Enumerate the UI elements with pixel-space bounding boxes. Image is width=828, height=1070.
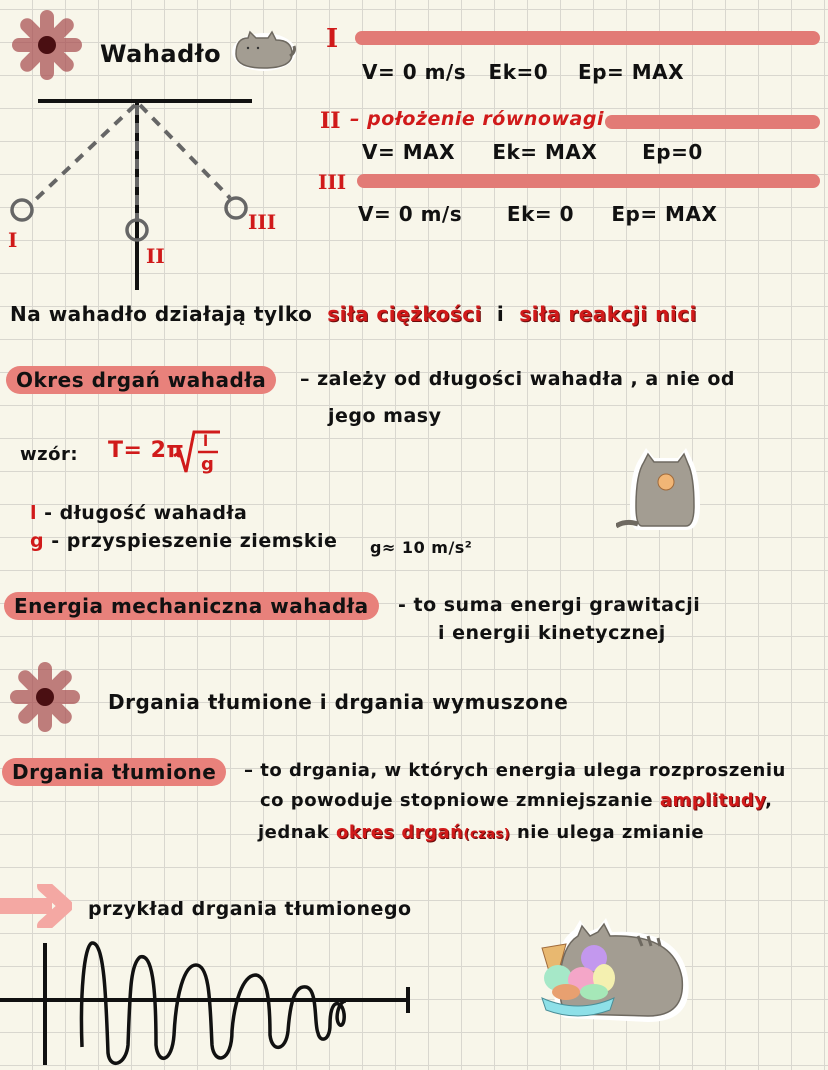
sqrt-symbol [172, 428, 222, 478]
cat-sticker-icon [228, 26, 300, 74]
force-tension: siła reakcji nici [519, 302, 697, 326]
energy-def-line1: - to suma energi grawitacji [398, 594, 701, 616]
period-def-line1: – zależy od długości wahadła , a nie od [300, 368, 736, 390]
state-2-numeral: II [320, 108, 341, 134]
state-2-ek: Ek= MAX [492, 140, 598, 164]
state-2-values [362, 140, 703, 164]
arrow-right-icon [0, 884, 72, 928]
flower-icon-2 [8, 660, 82, 734]
page-title: Wahadło [100, 40, 222, 68]
damped-line2-prefix: co powoduje stopniowe zmniejszanie [260, 790, 654, 811]
state-2-v: V= MAX [362, 140, 455, 164]
formula-numerator: l [203, 432, 209, 450]
formula-prefix: T= 2π [108, 438, 185, 463]
flower-icon [10, 8, 84, 82]
damped-period: okres drgań [335, 822, 464, 843]
damped-paren: (czas) [463, 827, 511, 842]
damped-line2-suffix: , [765, 790, 773, 811]
forces-conj: i [496, 302, 505, 326]
damped-line3-suffix: nie ulega zmianie [516, 822, 705, 843]
var-g [30, 530, 337, 552]
pendulum-label-3: III [248, 210, 277, 234]
var-g-desc: - przyspieszenie ziemskie [51, 530, 338, 552]
state-3-ek: Ek= 0 [506, 202, 575, 226]
formula-denominator: g [201, 454, 215, 475]
forces-prefix: Na wahadło działają tylko [10, 302, 313, 326]
damped-line3 [258, 822, 704, 843]
damped-line2 [260, 790, 772, 811]
damped-line3-prefix: jednak [258, 822, 330, 843]
var-l-desc: - długość wahadła [44, 502, 248, 524]
pendulum-label-2: II [146, 244, 165, 268]
damped-term: Drgania tłumione [2, 758, 226, 786]
state-2-caption: – położenie równowagi [350, 108, 604, 130]
force-gravity: siła ciężkości [327, 302, 482, 326]
period-term: Okres drgań wahadła [6, 366, 276, 394]
state-1-v: V= 0 m/s [362, 60, 467, 84]
state-1-ek: Ek=0 [488, 60, 549, 84]
state-1-numeral: I [326, 24, 339, 54]
forces-sentence [10, 302, 697, 326]
state-1-ep: Ep= MAX [578, 60, 685, 84]
state-2-bar [605, 115, 820, 129]
state-3-v: V= 0 m/s [358, 202, 463, 226]
pendulum-label-1: I [8, 228, 18, 252]
cat-cookie-sticker-icon [616, 446, 716, 534]
energy-term: Energia mechaniczna wahadła [4, 592, 379, 620]
state-1-bar [355, 31, 820, 45]
state-2-ep: Ep=0 [642, 140, 703, 164]
g-value: g≈ 10 m/s² [370, 538, 473, 557]
damped-oscillation-graph [0, 935, 420, 1070]
damped-amplitude: amplitudy [659, 790, 766, 811]
energy-def-line2: i energii kinetycznej [438, 622, 666, 644]
cat-icecream-sticker-icon [538, 918, 700, 1028]
state-3-numeral: III [318, 170, 347, 194]
var-l [30, 502, 247, 524]
state-3-ep: Ep= MAX [611, 202, 718, 226]
damped-line1: – to drgania, w których energia ulega rozproszeniu [244, 760, 786, 781]
example-label: przykład drgania tłumionego [88, 898, 412, 920]
state-1-values [362, 60, 684, 84]
section-title-oscillations: Drgania tłumione i drgania wymuszone [108, 690, 569, 714]
state-3-bar [357, 174, 820, 188]
var-l-symbol: l [30, 502, 38, 524]
var-g-symbol: g [30, 530, 45, 552]
period-def-line2: jego masy [328, 405, 442, 427]
formula-label: wzór: [20, 444, 79, 465]
state-3-values [358, 202, 717, 226]
